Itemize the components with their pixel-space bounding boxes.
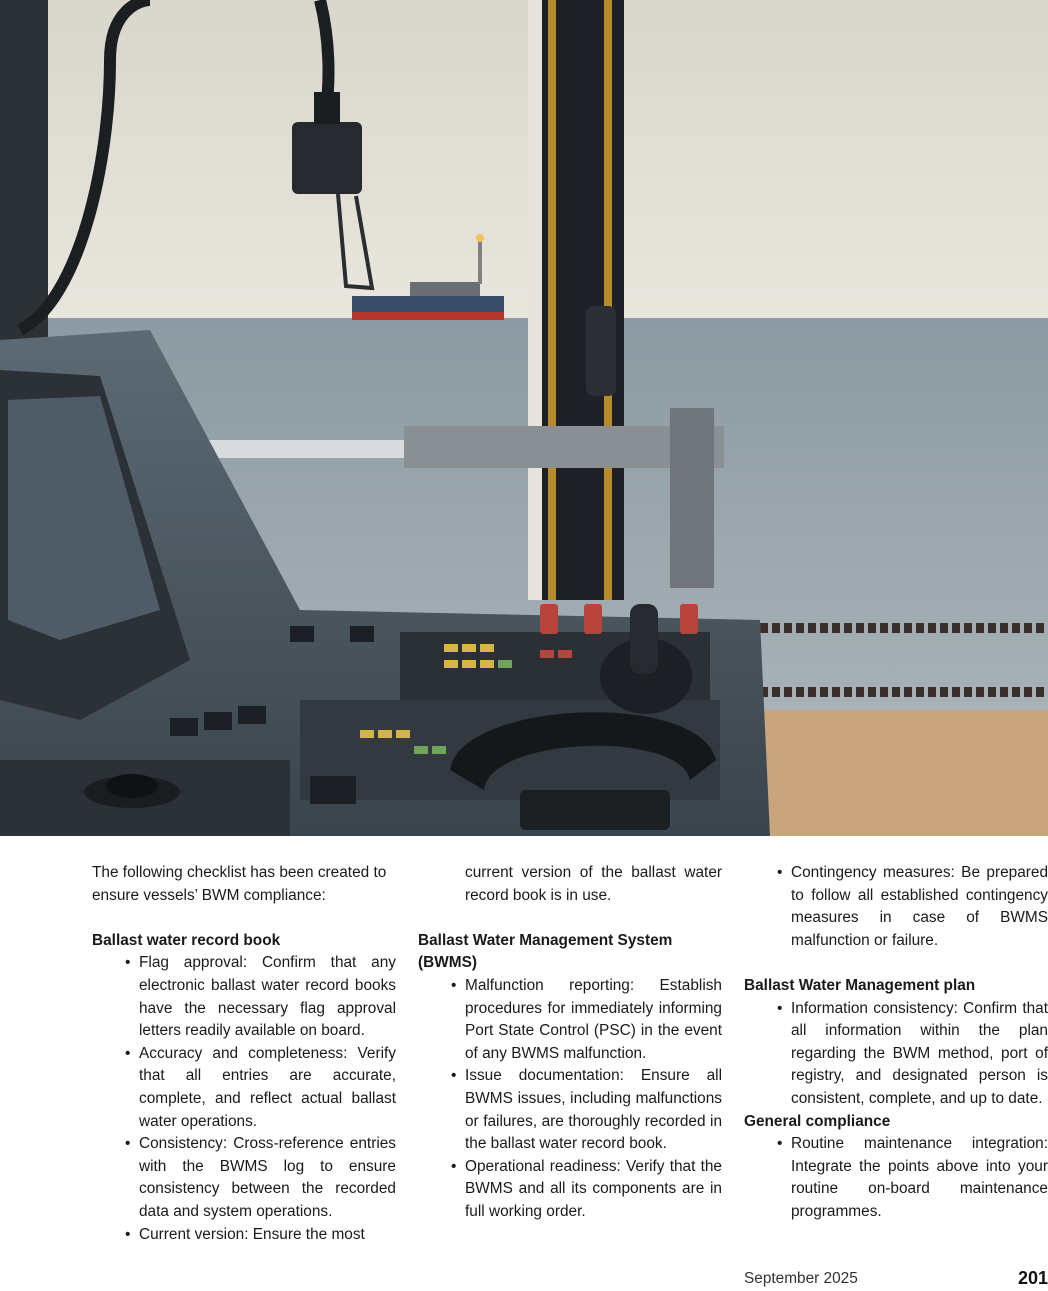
contingency-list	[744, 862, 1048, 952]
heading-general-compliance: General compliance	[744, 1112, 891, 1130]
list-item: • Routine maintenance integration: Integrate the points above into your routine on-board maintenance programmes.	[791, 1133, 1048, 1223]
list-item: • Information consistency: Confirm that all information within the plan regarding the BWM method, port of registry, and designated person is consistent, complete, and up to date.	[791, 998, 1048, 1111]
bwms-list	[418, 975, 722, 1224]
list-item: • Operational readiness: Verify that the BWMS and all its components are in full working order.	[465, 1156, 722, 1224]
column-1	[92, 862, 396, 1246]
record-book-list	[92, 952, 396, 1246]
list-item: • Accuracy and completeness: Verify that all entries are accurate, complete, and reflect actual ballast water operations.	[139, 1043, 396, 1133]
list-item-continuation: current version of the ballast water record book is in use.	[465, 864, 722, 904]
general-list	[744, 1133, 1048, 1223]
heading-record-book: Ballast water record book	[92, 931, 281, 949]
column-3	[744, 862, 1048, 1224]
list-item: • Contingency measures: Be prepared to follow all established contingency measures in case of BWMS malfunction or failure.	[791, 862, 1048, 952]
heading-bwms: Ballast Water Management System (BWMS)	[418, 931, 673, 972]
intro-paragraph: The following checklist has been created to ensure vessels’ BWM compliance:	[92, 864, 387, 904]
list-item: • Flag approval: Confirm that any electronic ballast water record books have the necessary flag approval letters readily available on board.	[139, 952, 396, 1042]
continuation-list	[418, 862, 722, 907]
list-item: • Malfunction reporting: Establish procedures for immediately informing Port State Control (PSC) in the event of any BWMS malfunction.	[465, 975, 722, 1065]
list-item: • Current version: Ensure the most	[139, 1224, 396, 1247]
footer-date: September 2025	[744, 1270, 858, 1287]
column-2	[418, 862, 722, 1224]
page-number: 201	[1017, 1268, 1048, 1288]
list-item: • Issue documentation: Ensure all BWMS issues, including malfunctions or failures, are thoroughly recorded in the ballast water record book.	[465, 1065, 722, 1155]
heading-bwm-plan: Ballast Water Management plan	[744, 976, 976, 994]
plan-list	[744, 998, 1048, 1111]
list-item: • Consistency: Cross-reference entries with the BWMS log to ensure consistency between the recorded data and system operations.	[139, 1133, 396, 1223]
